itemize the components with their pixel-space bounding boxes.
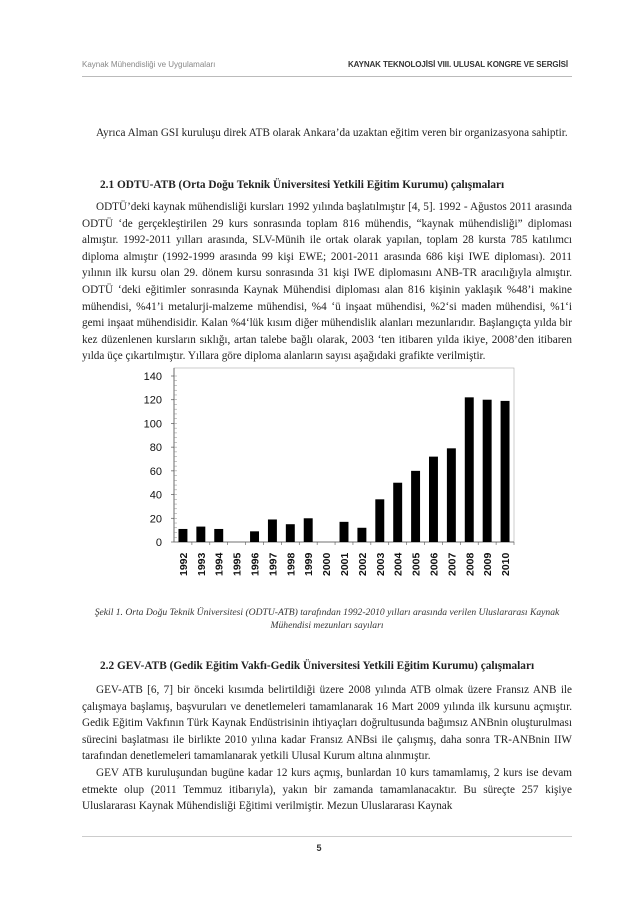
header-divider (82, 76, 572, 77)
x-tick-label: 2007 (446, 552, 459, 576)
x-tick-label: 1997 (267, 552, 280, 576)
bar-2005 (411, 471, 420, 542)
header-left: Kaynak Mühendisliği ve Uygulamaları (82, 60, 216, 69)
y-tick-label: 0 (155, 537, 162, 549)
page-number: 5 (316, 843, 322, 853)
bar-1996 (250, 531, 259, 542)
x-tick-label: 1992 (177, 552, 190, 576)
section-2-body (82, 682, 572, 815)
figure-caption: Şekil 1. Orta Doğu Teknik Üniversitesi (ODTU-ATB) tarafından 1992-2010 yılları arasında verilen Uluslararası Kaynak Mühendisi mezunları sayıları (94, 607, 560, 631)
x-tick-label: 1999 (303, 552, 316, 576)
x-tick-label: 2005 (410, 552, 423, 576)
x-tick-label: 2009 (482, 552, 495, 576)
y-tick-label: 120 (143, 394, 162, 407)
bar-1998 (286, 524, 295, 542)
x-tick-label: 2004 (392, 552, 405, 576)
section-2-paragraph-2: GEV ATB kuruluşundan bugüne kadar 12 kurs açmış, bunlardan 10 kurs tamamlamış, 2 kurs ise devam etmekte olup (2011 Temmuz itibarıyla), yakın bir zamanda tamamlanacaktır. Bu süreçte 257 kişiye Uluslararası Kaynak Mühendisliği Eğitimi verilmiştir. Mezun Uluslararası Kaynak (82, 766, 572, 813)
diploma-bar-chart (122, 362, 522, 590)
x-tick-label: 2000 (321, 552, 334, 576)
x-tick-label: 1994 (213, 552, 226, 576)
bar-2006 (429, 457, 438, 542)
y-tick-label: 140 (143, 371, 162, 383)
bar-2007 (447, 448, 456, 542)
bar-1993 (196, 527, 205, 542)
x-tick-label: 1996 (249, 552, 262, 576)
section-1-title: 2.1 ODTU-ATB (Orta Doğu Teknik Üniversitesi Yetkili Eğitim Kurumu) çalışmaları (100, 179, 505, 191)
bar-1999 (304, 518, 313, 542)
intro-paragraph (82, 125, 572, 142)
section-1-paragraph: ODTÜ’deki kaynak mühendisliği kursları 1992 yılında başlatılmıştır [4, 5]. 1992 - Ağustos 2011 arasında ODTÜ ‘de gerçekleştirilen 29 kurs sonrasında toplam 816 mühendis, “kaynak mühendisliği” diploması almıştır. 1992-2011 yılları arasında, SLV-Münih ile ortak olarak yapılan, toplam 28 kursta 785 katılımcı diploma almıştır (1992-1999 arasında 99 kişi EWE; 2001-2011 arasında 686 kişi IWE diploması). 2011 yılının ilk kursu olan 29. dönem kursu sonrasında 31 kişi IWE diplomasını ANB-TR aracılığıyla almıştır. ODTÜ ‘deki eğitimler sonrasında Kaynak Mühendisi diploması alan 816 kişinin yaklaşık %48’i makine mühendisi, %41’i metalurji-malzeme mühendisi, %4 ‘ü inşaat mühendisi, %2‘si maden mühendisi, %1‘i gemi inşaat mühendisidir. Kalan %4‘lük kısım diğer mühendislik alanları mezunlarıdır. Başlangıçta yılda bir kez düzenlenen kursların sıklığı, artan talebe bağlı olarak, 2003 ‘ten itibaren yılda ikiye, 2008’den itibaren yılda üçe çıkartılmıştır. Yıllara göre diploma alanların sayısı aşağıdaki grafikte verilmiştir. (82, 201, 572, 363)
section-2-paragraph-1: GEV-ATB [6, 7] bir önceki kısımda belirtildiği üzere 2008 yılında ATB olmak üzere Fransız ANB ile çalışmaya başlamış, başvuruları ve denetlemeleri tamamlanarak 16 Mart 2009 yılında ilk kursunu açmıştır. Gedik Eğitim Vakfının Türk Kaynak Endüstrisinin ihtiyaçları doğrultusunda bağımsız ANBnin oluşturulması sürecini başlatması ile birlikte 2010 yılına kadar Fransız ANBsi ile çalışmış, daha sonra TR-ANBnin IIW tarafından denetlemeleri tamamlanarak yetkili Ulusal Kurum altına alınmıştır. (82, 684, 572, 763)
y-tick-label: 60 (149, 465, 162, 478)
x-tick-label: 2002 (356, 552, 369, 576)
bar-2001 (340, 522, 349, 542)
footer-divider (82, 836, 572, 837)
intro-text: Ayrıca Alman GSI kuruluşu direk ATB olarak Ankara’da uzaktan eğitim veren bir organizasyona sahiptir. (96, 127, 568, 139)
x-tick-label: 1998 (285, 552, 298, 576)
section-1-body (82, 199, 572, 365)
bar-2003 (375, 499, 384, 542)
bar-2002 (357, 528, 366, 542)
x-tick-label: 2001 (339, 552, 351, 576)
header-right: KAYNAK TEKNOLOJİSİ VIII. ULUSAL KONGRE VE SERGİSİ (347, 60, 568, 69)
plot-area (174, 368, 514, 542)
y-tick-label: 100 (143, 418, 162, 431)
bar-1992 (178, 529, 187, 542)
bar-1994 (214, 529, 223, 542)
y-tick-label: 40 (149, 489, 162, 502)
bar-1997 (268, 519, 277, 542)
y-tick-label: 20 (149, 513, 162, 526)
x-tick-label: 1995 (231, 552, 244, 576)
x-tick-label: 2003 (374, 552, 387, 576)
bar-2008 (465, 397, 474, 542)
x-tick-label: 1993 (195, 552, 208, 576)
bar-2010 (501, 401, 510, 542)
section-2-title: 2.2 GEV-ATB (Gedik Eğitim Vakfı-Gedik Üniversitesi Yetkili Eğitim Kurumu) çalışmaları (100, 660, 535, 672)
x-tick-label: 2006 (428, 552, 441, 576)
bar-2004 (393, 483, 402, 542)
y-tick-label: 80 (149, 442, 162, 455)
bar-2009 (483, 400, 492, 542)
x-tick-label: 2008 (464, 552, 477, 576)
x-tick-label: 2010 (500, 552, 513, 576)
